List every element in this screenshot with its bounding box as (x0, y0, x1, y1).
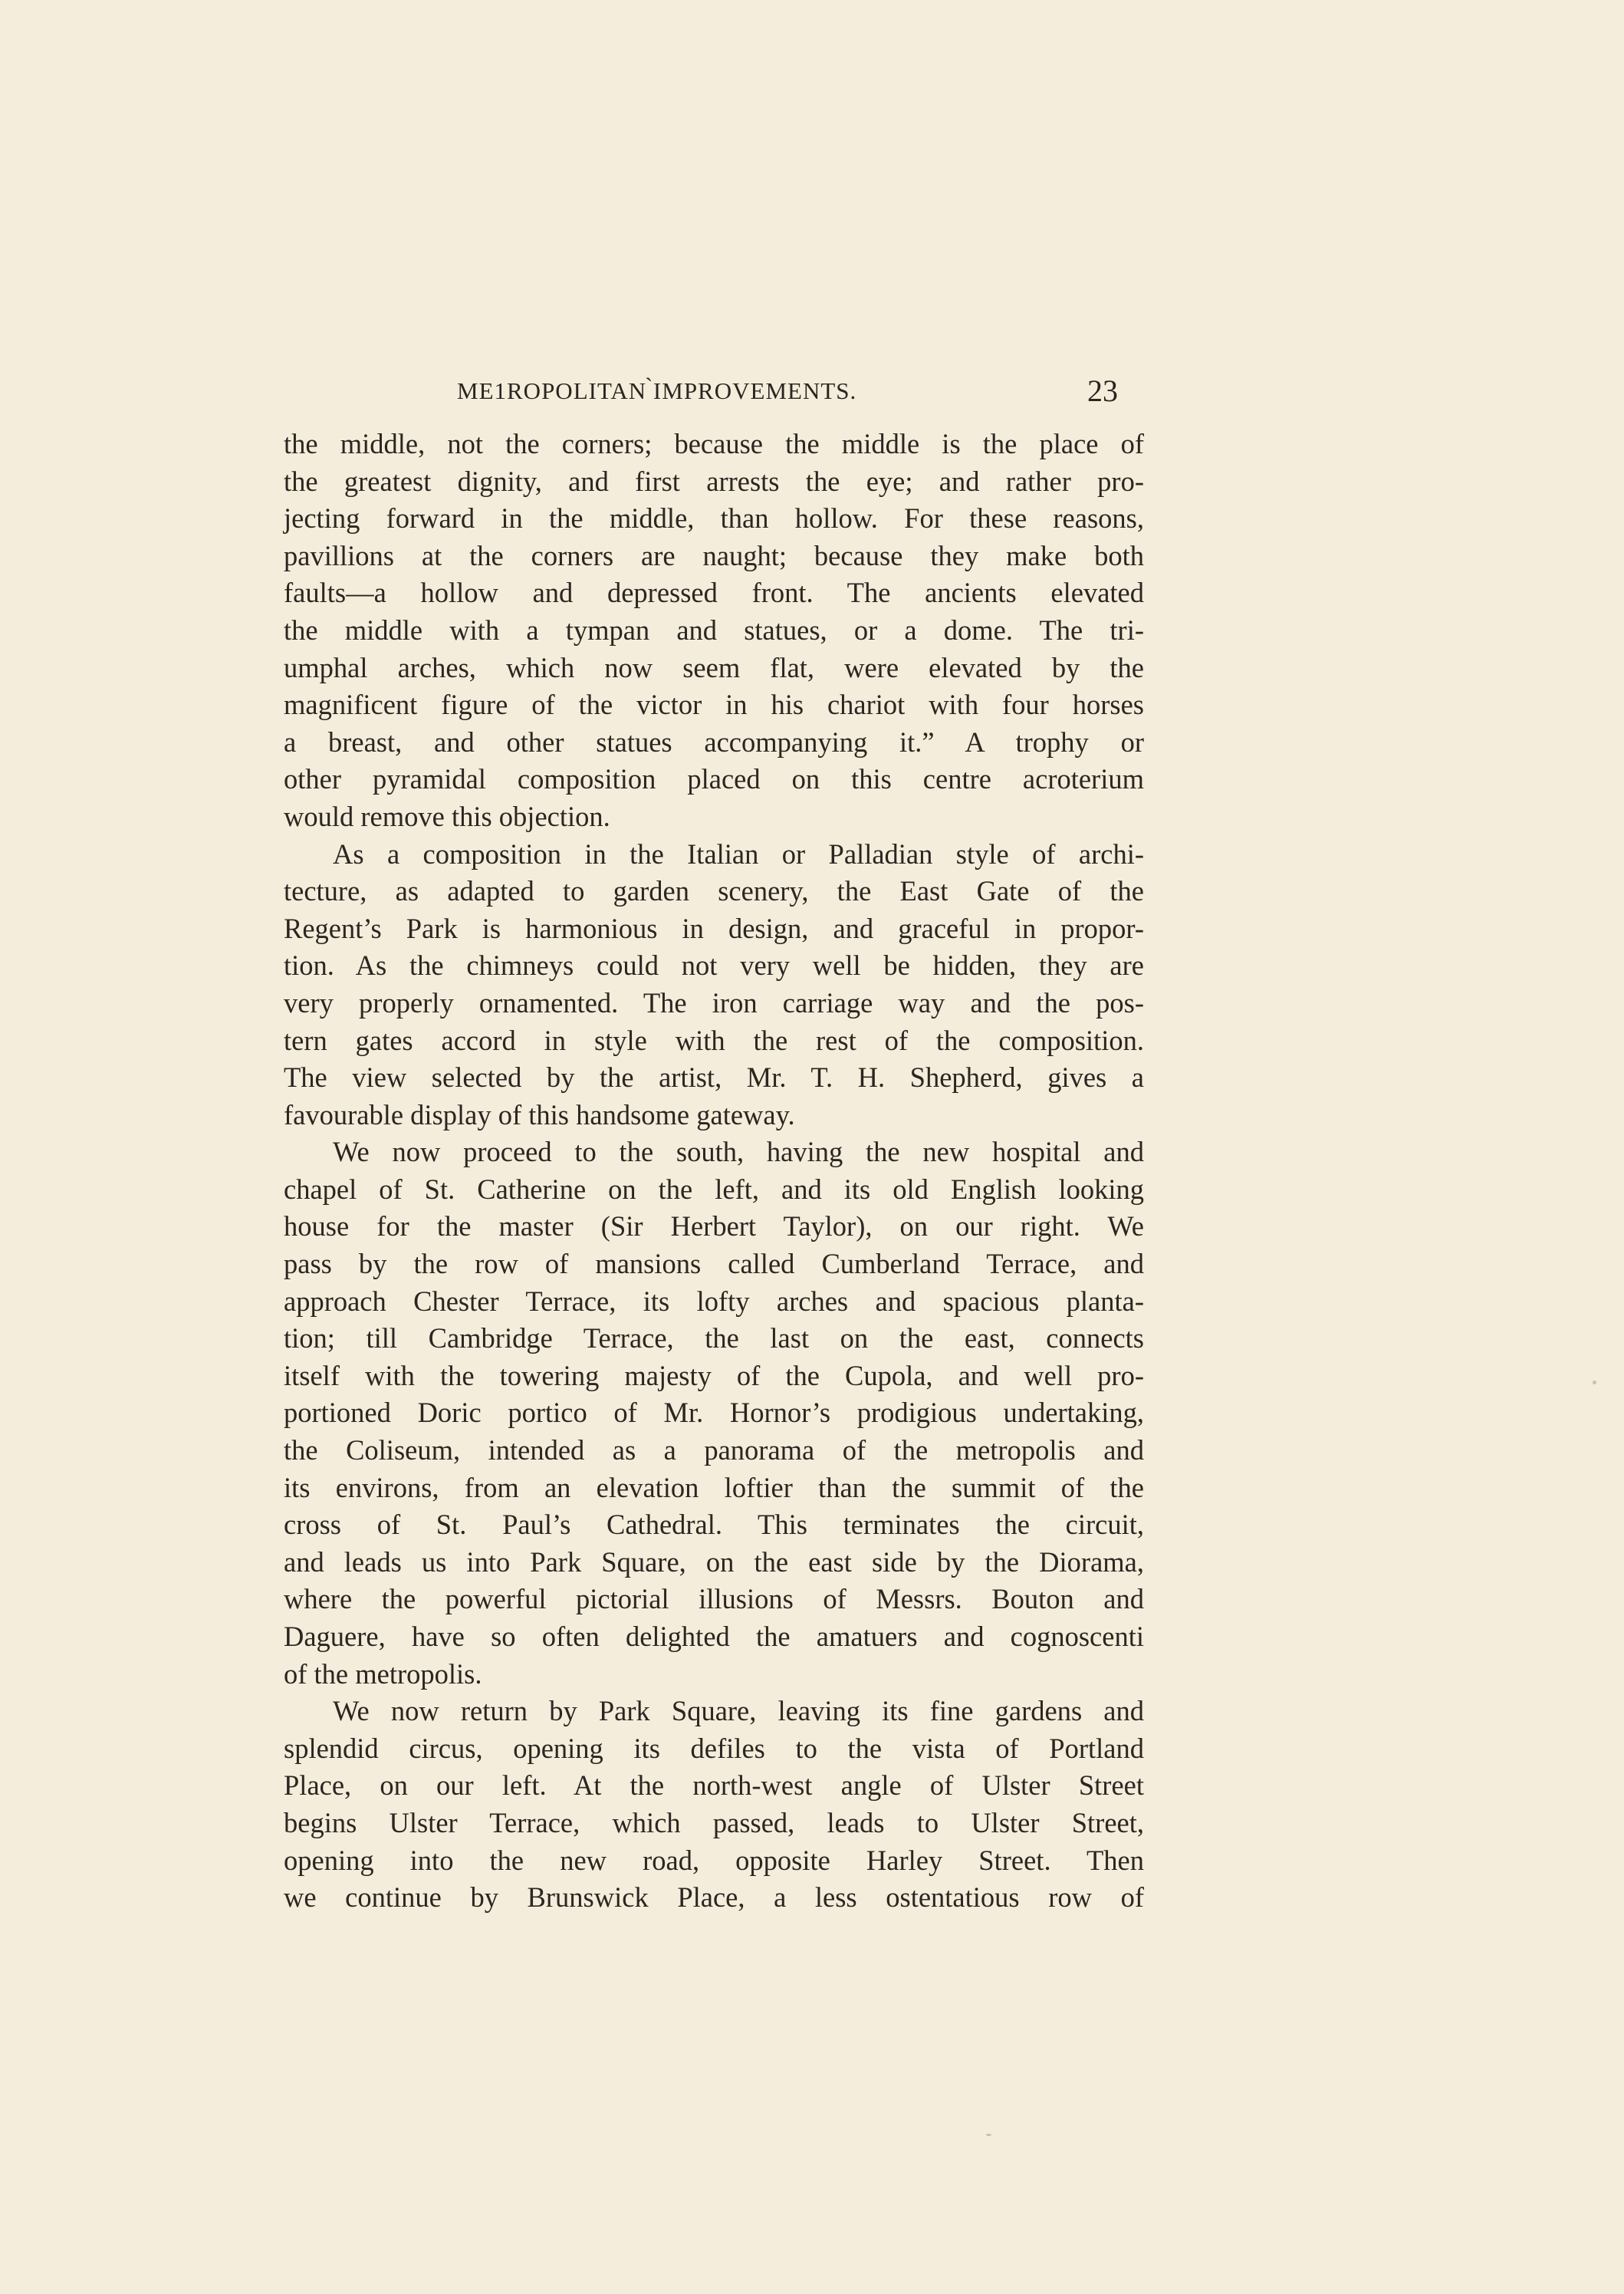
text-line: we continue by Brunswick Place, a less ostentatious row of (284, 1881, 1144, 1914)
text-line: chapel of St. Catherine on the left, and its old English looking (284, 1173, 1144, 1205)
paragraph (284, 1693, 1144, 1917)
text-line: other pyramidal composition placed on this centre acroterium (284, 763, 1144, 795)
text-line: tion. As the chimneys could not very well be hidden, they are (284, 950, 1144, 982)
text-line: Regent’s Park is harmonious in design, and graceful in propor- (284, 912, 1144, 944)
text-line: would remove this objection. (284, 800, 610, 832)
text-line: its environs, from an elevation loftier than the summit of the (284, 1471, 1144, 1503)
text-line: faults—a hollow and depressed front. The ancients elevated (284, 577, 1144, 609)
text-line: opening into the new road, opposite Harley Street. Then (284, 1844, 1144, 1876)
running-head: ME1ROPOLITAN ̀IMPROVEMENTS. (457, 377, 857, 404)
text-line: Daguere, have so often delighted the amatuers and cognoscenti (284, 1621, 1144, 1652)
text-line: tion; till Cambridge Terrace, the last on the east, connects (284, 1322, 1144, 1354)
text-line: We now proceed to the south, having the new hospital and (333, 1136, 1144, 1168)
text-line: The view selected by the artist, Mr. T. H. Shepherd, gives a (284, 1061, 1144, 1094)
text-line: cross of St. Paul’s Cathedral. This terminates the circuit, (284, 1509, 1144, 1541)
paragraph (284, 836, 1144, 1134)
text-line: very properly ornamented. The iron carriage way and the pos- (284, 986, 1144, 1019)
text-line: itself with the towering majesty of the Cupola, and well pro- (284, 1359, 1144, 1391)
paper-speck (986, 2134, 991, 2136)
text-line: We now return by Park Square, leaving its fine gardens and (333, 1695, 1144, 1727)
text-line: pass by the row of mansions called Cumberland Terrace, and (284, 1248, 1144, 1280)
text-line: umphal arches, which now seem flat, were elevated by the (284, 651, 1144, 683)
text-line: jecting forward in the middle, than hollow. For these reasons, (284, 502, 1144, 535)
text-line: tern gates accord in style with the rest of the composition. (284, 1024, 1144, 1056)
text-line: where the powerful pictorial illusions of Messrs. Bouton and (284, 1583, 1144, 1615)
page-header (457, 373, 1118, 419)
text-line: favourable display of this handsome gateway. (284, 1098, 795, 1131)
paper-speck (1593, 1381, 1596, 1384)
text-line: house for the master (Sir Herbert Taylor), on our right. We (284, 1210, 1144, 1242)
text-line: of the metropolis. (284, 1657, 482, 1690)
text-line: approach Chester Terrace, its lofty arches and spacious planta- (284, 1285, 1144, 1317)
text-line: a breast, and other statues accompanying it.” A trophy or (284, 726, 1144, 758)
text-line: portioned Doric portico of Mr. Hornor’s prodigious undertaking, (284, 1397, 1144, 1429)
text-line: As a composition in the Italian or Palladian style of archi- (333, 838, 1144, 870)
text-line: the greatest dignity, and first arrests the eye; and rather pro- (284, 465, 1144, 497)
text-line: pavillions at the corners are naught; because they make both (284, 539, 1144, 571)
paragraph (284, 426, 1144, 836)
text-line: tecture, as adapted to garden scenery, the East Gate of the (284, 875, 1144, 907)
body-text (284, 426, 1144, 1917)
text-line: the middle, not the corners; because the middle is the place of (284, 428, 1144, 459)
text-line: splendid circus, opening its defiles to the vista of Portland (284, 1732, 1144, 1764)
paragraph (284, 1134, 1144, 1693)
text-line: the Coliseum, intended as a panorama of the metropolis and (284, 1434, 1144, 1466)
page-number: 23 (1087, 374, 1118, 408)
text-line: begins Ulster Terrace, which passed, leads to Ulster Street, (284, 1806, 1144, 1838)
text-line: the middle with a tympan and statues, or a dome. The tri- (284, 614, 1144, 646)
text-line: magnificent figure of the victor in his chariot with four horses (284, 689, 1144, 721)
text-line: Place, on our left. At the north-west angle of Ulster Street (284, 1769, 1144, 1802)
text-line: and leads us into Park Square, on the east side by the Diorama, (284, 1545, 1144, 1578)
